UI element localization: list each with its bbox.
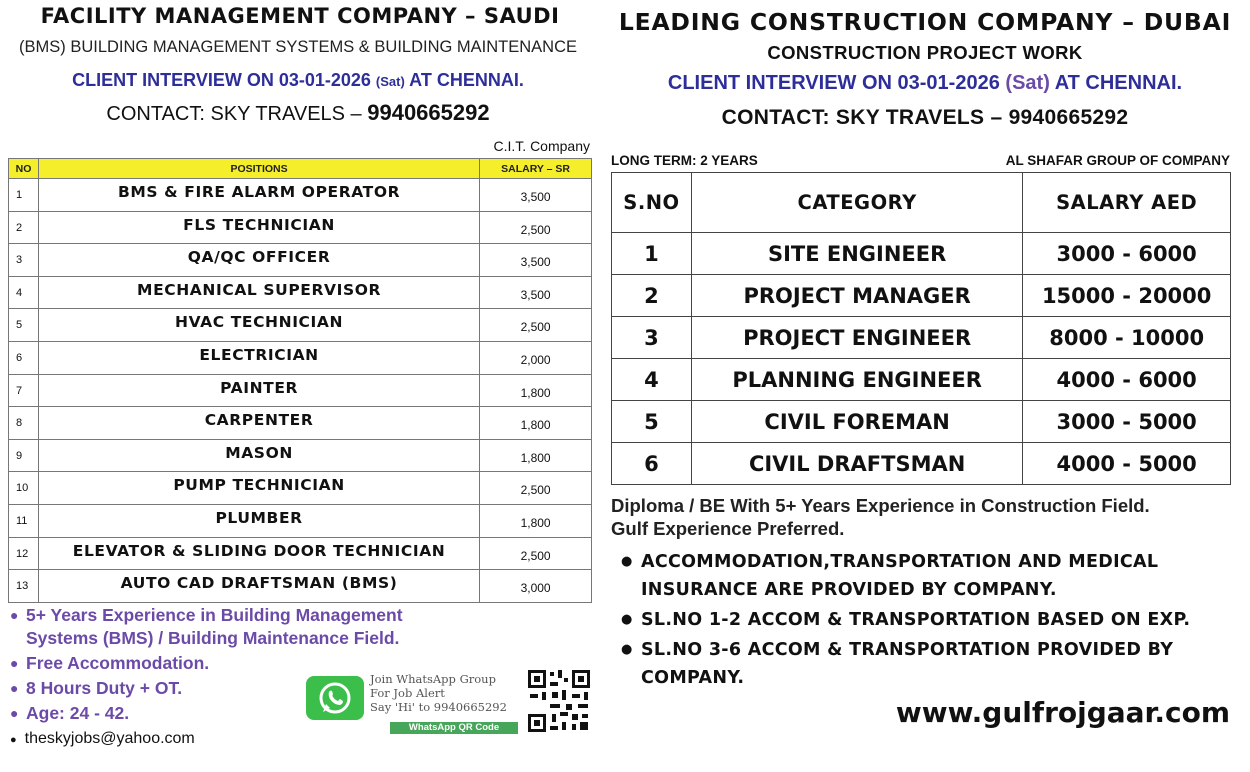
whatsapp-group-promo[interactable] bbox=[306, 672, 520, 734]
table-row bbox=[9, 407, 592, 440]
table-row bbox=[9, 276, 592, 309]
row-number: 10 bbox=[9, 472, 39, 505]
salary-range: 3000 - 6000 bbox=[1023, 233, 1231, 275]
table-row bbox=[612, 233, 1231, 275]
list-item: ● 8 Hours Duty + OT. bbox=[10, 678, 183, 698]
header-positions: POSITIONS bbox=[38, 159, 479, 179]
position-name: MECHANICAL SUPERVISOR bbox=[38, 276, 479, 309]
bullet-icon: ● bbox=[621, 642, 633, 657]
row-number: 7 bbox=[9, 374, 39, 407]
position-name: ELEVATOR & SLIDING DOOR TECHNICIAN bbox=[38, 537, 479, 570]
table-header-row bbox=[612, 173, 1231, 233]
salary-range: 15000 - 20000 bbox=[1023, 275, 1231, 317]
position-name: FLS TECHNICIAN bbox=[38, 211, 479, 244]
left-interview-prefix: CLIENT INTERVIEW ON 03-01-2026 bbox=[72, 70, 371, 90]
salary-value: 2,500 bbox=[480, 537, 592, 570]
row-number: 13 bbox=[9, 570, 39, 603]
left-interview-line bbox=[8, 70, 588, 91]
left-title: FACILITY MANAGEMENT COMPANY – SAUDI bbox=[40, 4, 560, 28]
table-row bbox=[612, 359, 1231, 401]
category-name: PLANNING ENGINEER bbox=[691, 359, 1022, 401]
table-row bbox=[9, 309, 592, 342]
saudi-positions-table bbox=[8, 158, 592, 603]
whatsapp-icon bbox=[306, 676, 364, 720]
left-subtitle: (BMS) BUILDING MANAGEMENT SYSTEMS & BUILDING MAINTENANCE bbox=[18, 38, 578, 56]
row-number: 2 bbox=[612, 275, 692, 317]
header-salary-aed: SALARY AED bbox=[1023, 173, 1231, 233]
dubai-positions-table bbox=[611, 172, 1231, 485]
requirements-note bbox=[611, 494, 1241, 540]
row-number: 6 bbox=[612, 443, 692, 485]
website-link[interactable]: www.gulfrojgaar.com bbox=[895, 696, 1230, 729]
list-item: ● Age: 24 - 42. bbox=[10, 703, 130, 723]
row-number: 6 bbox=[9, 341, 39, 374]
salary-value: 3,500 bbox=[480, 276, 592, 309]
left-contact-prefix: CONTACT: SKY TRAVELS – bbox=[106, 103, 362, 125]
employer-group: AL SHAFAR GROUP OF COMPANY bbox=[1005, 153, 1230, 168]
row-number: 11 bbox=[9, 504, 39, 537]
table-row bbox=[9, 341, 592, 374]
table-row bbox=[9, 374, 592, 407]
bullet-icon: ● bbox=[621, 612, 633, 627]
category-name: PROJECT ENGINEER bbox=[691, 317, 1022, 359]
position-name: HVAC TECHNICIAN bbox=[38, 309, 479, 342]
row-number: 5 bbox=[612, 401, 692, 443]
table-header-row bbox=[9, 159, 592, 179]
dubai-job-ad-panel bbox=[605, 0, 1250, 772]
row-number: 3 bbox=[9, 244, 39, 277]
table-row bbox=[9, 570, 592, 603]
left-contact-line bbox=[8, 100, 588, 126]
table-row bbox=[9, 439, 592, 472]
salary-value: 1,800 bbox=[480, 504, 592, 537]
list-item: ● Free Accommodation. bbox=[10, 653, 210, 673]
saudi-job-ad-panel bbox=[0, 0, 600, 772]
table-row bbox=[9, 472, 592, 505]
row-number: 1 bbox=[9, 179, 39, 212]
row-number: 9 bbox=[9, 439, 39, 472]
right-interview-prefix: CLIENT INTERVIEW ON 03-01-2026 bbox=[667, 72, 1000, 94]
row-number: 1 bbox=[612, 233, 692, 275]
position-name: ELECTRICIAN bbox=[38, 341, 479, 374]
bullet-icon: ● bbox=[10, 655, 19, 671]
bullet-icon: ● bbox=[10, 705, 19, 721]
table-row bbox=[612, 401, 1231, 443]
salary-value: 1,800 bbox=[480, 374, 592, 407]
salary-range: 4000 - 5000 bbox=[1023, 443, 1231, 485]
position-name: MASON bbox=[38, 439, 479, 472]
contact-email[interactable]: ● theskyjobs@yahoo.com bbox=[10, 730, 195, 747]
header-category: CATEGORY bbox=[691, 173, 1022, 233]
salary-value: 1,800 bbox=[480, 407, 592, 440]
position-name: AUTO CAD DRAFTSMAN (BMS) bbox=[38, 570, 479, 603]
requirements-line-1: Diploma / BE With 5+ Years Experience in Construction Field. bbox=[611, 495, 1150, 516]
right-contact-line: CONTACT: SKY TRAVELS – 9940665292 bbox=[721, 106, 1129, 129]
position-name: QA/QC OFFICER bbox=[38, 244, 479, 277]
right-benefits-list bbox=[619, 548, 1239, 694]
requirements-line-2: Gulf Experience Preferred. bbox=[611, 518, 845, 539]
salary-value: 3,000 bbox=[480, 570, 592, 603]
header-salary: SALARY – SR bbox=[480, 159, 592, 179]
company-note: C.I.T. Company bbox=[493, 138, 590, 154]
salary-value: 2,500 bbox=[480, 472, 592, 505]
row-number: 4 bbox=[9, 276, 39, 309]
header-no: NO bbox=[9, 159, 39, 179]
position-name: PAINTER bbox=[38, 374, 479, 407]
salary-value: 3,500 bbox=[480, 244, 592, 277]
list-item: ● ACCOMMODATION,TRANSPORTATION AND MEDICAL INSURANCE ARE PROVIDED BY COMPANY. bbox=[619, 548, 1239, 604]
salary-range: 8000 - 10000 bbox=[1023, 317, 1231, 359]
header-sno: S.NO bbox=[612, 173, 692, 233]
table-row bbox=[9, 537, 592, 570]
left-contact-phone: 9940665292 bbox=[367, 100, 490, 125]
salary-range: 4000 - 6000 bbox=[1023, 359, 1231, 401]
whatsapp-qr-label: WhatsApp QR Code bbox=[390, 722, 518, 734]
right-title: LEADING CONSTRUCTION COMPANY – DUBAI bbox=[618, 8, 1232, 36]
row-number: 12 bbox=[9, 537, 39, 570]
salary-value: 2,000 bbox=[480, 341, 592, 374]
table-row bbox=[9, 211, 592, 244]
table-row bbox=[9, 244, 592, 277]
salary-value: 3,500 bbox=[480, 179, 592, 212]
bullet-icon: ● bbox=[10, 607, 19, 623]
whatsapp-promo-text: Join WhatsApp Group For Job Alert Say 'Hi' to 9940665292 bbox=[370, 672, 507, 714]
row-number: 3 bbox=[612, 317, 692, 359]
position-name: BMS & FIRE ALARM OPERATOR bbox=[38, 179, 479, 212]
left-interview-day: (Sat) bbox=[375, 74, 405, 89]
category-name: PROJECT MANAGER bbox=[691, 275, 1022, 317]
left-interview-suffix: AT CHENNAI. bbox=[409, 70, 524, 90]
right-interview-line bbox=[605, 72, 1245, 95]
right-interview-suffix: AT CHENNAI. bbox=[1054, 72, 1183, 94]
table-row bbox=[612, 317, 1231, 359]
bullet-icon: ● bbox=[10, 680, 19, 696]
position-name: CARPENTER bbox=[38, 407, 479, 440]
position-name: PLUMBER bbox=[38, 504, 479, 537]
right-interview-day: (Sat) bbox=[1005, 72, 1050, 94]
right-subtitle: CONSTRUCTION PROJECT WORK bbox=[767, 42, 1083, 63]
list-item: ● 5+ Years Experience in Building Management Systems (BMS) / Building Maintenance Field. bbox=[10, 605, 403, 648]
contract-term: LONG TERM: 2 YEARS bbox=[611, 153, 758, 168]
table-row bbox=[9, 179, 592, 212]
salary-value: 2,500 bbox=[480, 211, 592, 244]
row-number: 8 bbox=[9, 407, 39, 440]
salary-range: 3000 - 5000 bbox=[1023, 401, 1231, 443]
qr-code-icon[interactable] bbox=[526, 668, 592, 734]
bullet-icon: ● bbox=[621, 554, 633, 569]
bullet-icon: ● bbox=[10, 734, 17, 746]
list-item: ● SL.NO 1-2 ACCOM & TRANSPORTATION BASED ON EXP. bbox=[619, 606, 1239, 634]
row-number: 4 bbox=[612, 359, 692, 401]
list-item: ● SL.NO 3-6 ACCOM & TRANSPORTATION PROVIDED BY COMPANY. bbox=[619, 636, 1239, 692]
table-row bbox=[612, 275, 1231, 317]
category-name: CIVIL FOREMAN bbox=[691, 401, 1022, 443]
salary-value: 1,800 bbox=[480, 439, 592, 472]
table-row bbox=[9, 504, 592, 537]
position-name: PUMP TECHNICIAN bbox=[38, 472, 479, 505]
row-number: 5 bbox=[9, 309, 39, 342]
category-name: SITE ENGINEER bbox=[691, 233, 1022, 275]
salary-value: 2,500 bbox=[480, 309, 592, 342]
row-number: 2 bbox=[9, 211, 39, 244]
category-name: CIVIL DRAFTSMAN bbox=[691, 443, 1022, 485]
table-row bbox=[612, 443, 1231, 485]
